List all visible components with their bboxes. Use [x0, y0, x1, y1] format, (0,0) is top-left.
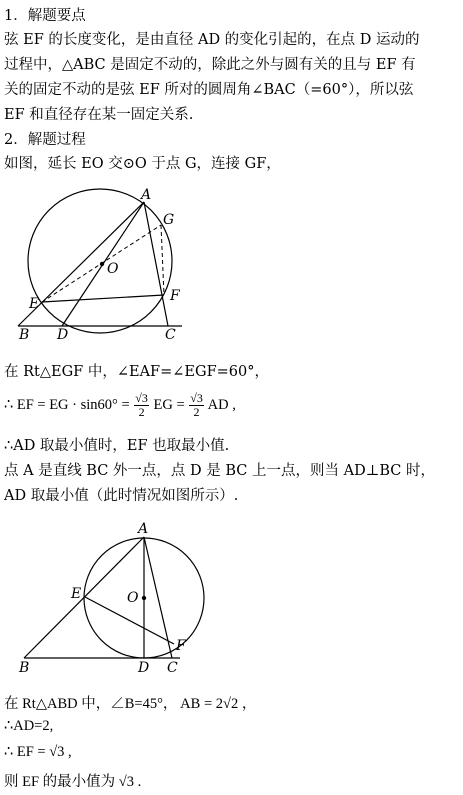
label-a: A: [141, 188, 152, 203]
section1-paragraph-line: EF 和直径存在某一固定关系.: [4, 107, 194, 123]
equation-prefix: ∴ EF = EG · sin60° =: [4, 396, 130, 413]
step2-line: ∴ EF = √3 ,: [4, 744, 72, 760]
step1-line: ∴AD 取最小值时，EF 也取最小值.: [4, 438, 230, 454]
figure-1-svg: [10, 188, 210, 348]
step1-line: 在 Rt△EGF 中，∠EAF=∠EGF=60°，: [4, 364, 269, 380]
label-g: G: [163, 212, 175, 228]
label-d: D: [57, 327, 69, 343]
figure-1-geometry: [10, 188, 210, 348]
label-o: O: [127, 590, 139, 606]
fraction-sqrt3-over-2-second: [189, 392, 204, 419]
dashed-gf: [161, 225, 164, 295]
line-ab: [24, 537, 144, 658]
step2-line: ∴AD=2,: [4, 718, 54, 734]
section1-heading: 1．解题要点: [4, 8, 86, 24]
center-point-o: [142, 596, 146, 600]
fraction-numerator: √3: [190, 391, 203, 405]
step1-line: 点 A 是直线 BC 外一点，点 D 是 BC 上一点，则当 AD⊥BC 时，: [4, 463, 435, 479]
step2-conclusion: 则 EF 的最小值为 √3 .: [4, 774, 142, 790]
label-f: F: [170, 288, 180, 304]
fraction-numerator: √3: [135, 391, 148, 405]
figure-2-geometry: [10, 520, 210, 675]
label-b: B: [19, 327, 30, 343]
label-c: C: [167, 660, 178, 675]
fraction-sqrt3-over-2: [134, 392, 149, 419]
label-f: F: [176, 638, 186, 654]
equation-suffix: AD ,: [207, 396, 236, 413]
step1-equation: [4, 392, 236, 419]
label-e: E: [71, 586, 82, 602]
chord-ef: [42, 295, 164, 302]
step2-line: 在 Rt△ABD 中，∠B=45°， AB = 2√2 ，: [4, 696, 257, 712]
figure-2-svg: [10, 520, 210, 675]
step1-line: AD 取最小值（此时情况如图所示）.: [4, 488, 239, 504]
label-o: O: [107, 261, 119, 277]
section2-heading: 2．解题过程: [4, 132, 86, 148]
section1-paragraph-line: 过程中，△ABC 是固定不动的，除此之外与圆有关的且与 EF 有: [4, 57, 416, 73]
label-b: B: [19, 660, 30, 675]
center-point-o: [100, 262, 104, 266]
label-a: A: [138, 521, 149, 537]
section1-paragraph-line: 弦 EF 的长度变化，是由直径 AD 的变化引起的，在点 D 运动的: [4, 32, 420, 48]
circle-o: [28, 189, 175, 333]
label-d: D: [138, 660, 150, 675]
label-c: C: [165, 327, 176, 343]
section1-paragraph-line: 关的固定不动的是弦 EF 所对的圆周角∠BAC（=60°），所以弦: [4, 82, 414, 98]
fraction-denominator: 2: [138, 405, 145, 419]
label-e: E: [29, 296, 40, 312]
section2-intro: 如图，延长 EO 交⊙O 于点 G，连接 GF，: [4, 156, 281, 172]
equation-middle: EG =: [153, 396, 185, 413]
fraction-denominator: 2: [193, 405, 200, 419]
line-ac: [144, 537, 172, 658]
